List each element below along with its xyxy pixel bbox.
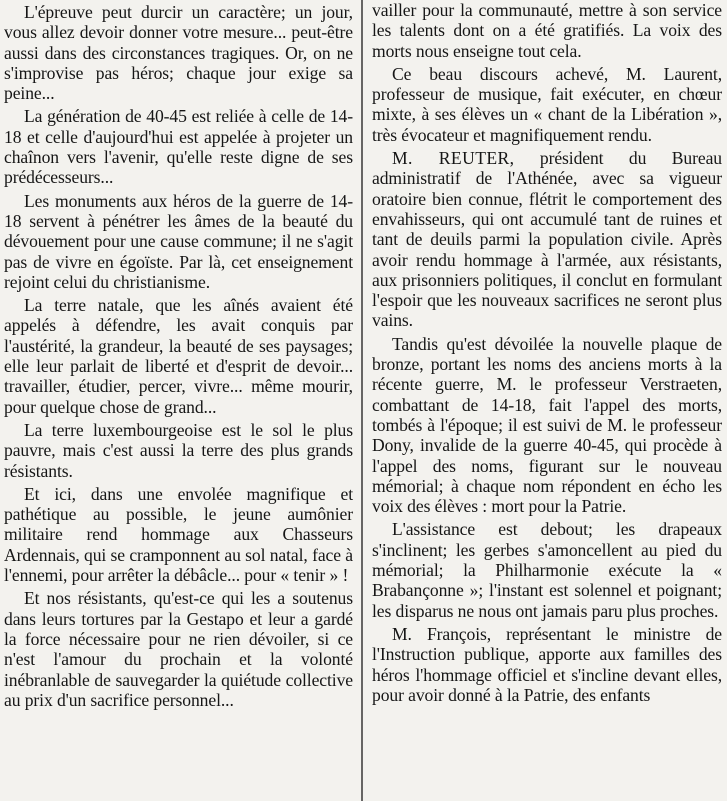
right-paragraph-francois: M. François, représentant le ministre de l'Instruction publique, apporte aux familles des héros l'hommage officiel et s'incline devant elles, pour avoir donné à la Patrie, des enfants (372, 623, 722, 705)
column-divider (361, 0, 363, 801)
left-paragraph-6: Et ici, dans une envolée magnifique et pathétique au possible, le jeune aumônier militaire rend hommage aux Chasseurs Ardennais, qui se cramponnent au sol natal, face à l'ennemi, pour arrêter la débâcle... pour « tenir » ! (4, 483, 353, 586)
speaker-name-reuter: M. REUTER, (392, 148, 515, 169)
reuter-text: président du Bureau administratif de l'Athénée, avec sa vigueur oratoire bien connue, flétrit le comportement des envahisseurs, qui ont accumulé tant de ruines et tant de deuils parmi la population civile. Après avoir rendu hommage à l'armée, aux résistants, aux prisonniers politiques, il conclut en formulant l'espoir que les nouveaux sacrifices ne seront plus vains. (372, 148, 722, 331)
left-paragraph-1: L'épreuve peut durcir un caractère; un jour, vous allez devoir donner votre mesure... peut-être aussi dans des circonstances tragiques. Or, on ne s'improvise pas héros; chaque jour exige sa peine... (4, 2, 353, 104)
right-paragraph-assistance: L'assistance est debout; les drapeaux s'inclinent; les gerbes s'amoncellent au pied du mémorial; la Philharmonie exécute la « Brabançonne »; l'instant est solennel et poignant; les disparus ne nous ont jamais paru plus proches. (372, 519, 722, 621)
right-continuation: vailler pour la communauté, mettre à son service les talents dont on a été gratifiés. La voix des morts nous enseigne tout cela. (372, 0, 722, 61)
left-paragraph-5: La terre luxembourgeoise est le sol le plus pauvre, mais c'est aussi la terre des plus grands résistants. (4, 419, 353, 481)
right-column (372, 0, 722, 708)
right-paragraph-plaque: Tandis qu'est dévoilée la nouvelle plaque de bronze, portant les noms des anciens morts à la récente guerre, M. le professeur Verstraeten, combattant de 14-18, fait l'appel des morts, tombés à l'époque; il est suivi de M. le professeur Dony, invalide de la guerre 40-45, qui procède à l'appel des noms, figurant sur le nouveau mémorial; à chaque nom répondent en écho les voix des élèves : mort pour la Patrie. (372, 333, 722, 517)
left-paragraph-4: La terre natale, que les aînés avaient été appelés à défendre, les avait conquis par l'austérité, la grandeur, la beauté de ses paysages; elle leur parlait de liberté et d'esprit de devoir... travailler, étudier, percer, vivre... même mourir, pour quelque chose de grand... (4, 295, 353, 417)
right-paragraph-laurent: Ce beau discours achevé, M. Laurent, professeur de musique, fait exécuter, en chœur mixte, à ses élèves un « chant de la Libération », très évocateur et magnifiquement rendu. (372, 63, 722, 145)
left-paragraph-2: La génération de 40-45 est reliée à celle de 14-18 et celle d'aujourd'hui est appelée à projeter un chaînon vers l'avenir, qu'elle reste digne de ses prédécesseurs... (4, 106, 353, 188)
left-column (4, 2, 353, 713)
right-paragraph-reuter (372, 148, 722, 331)
left-paragraph-7: Et nos résistants, qu'est-ce qui les a soutenus dans leurs tortures par la Gestapo et leur a gardé la force nécessaire pour ne rien dévoiler, si ce n'est l'amour du prochain et la volonté inébranlable de sauvegarder la quiétude collective au prix d'un sacrifice personnel... (4, 588, 353, 710)
left-paragraph-3: Les monuments aux héros de la guerre de 14-18 servent à pénétrer les âmes de la beauté du dévouement pour une cause commune; il ne s'agit pas de vivre en égoïste. Par là, cet enseignement rejoint celui du christianisme. (4, 190, 353, 292)
